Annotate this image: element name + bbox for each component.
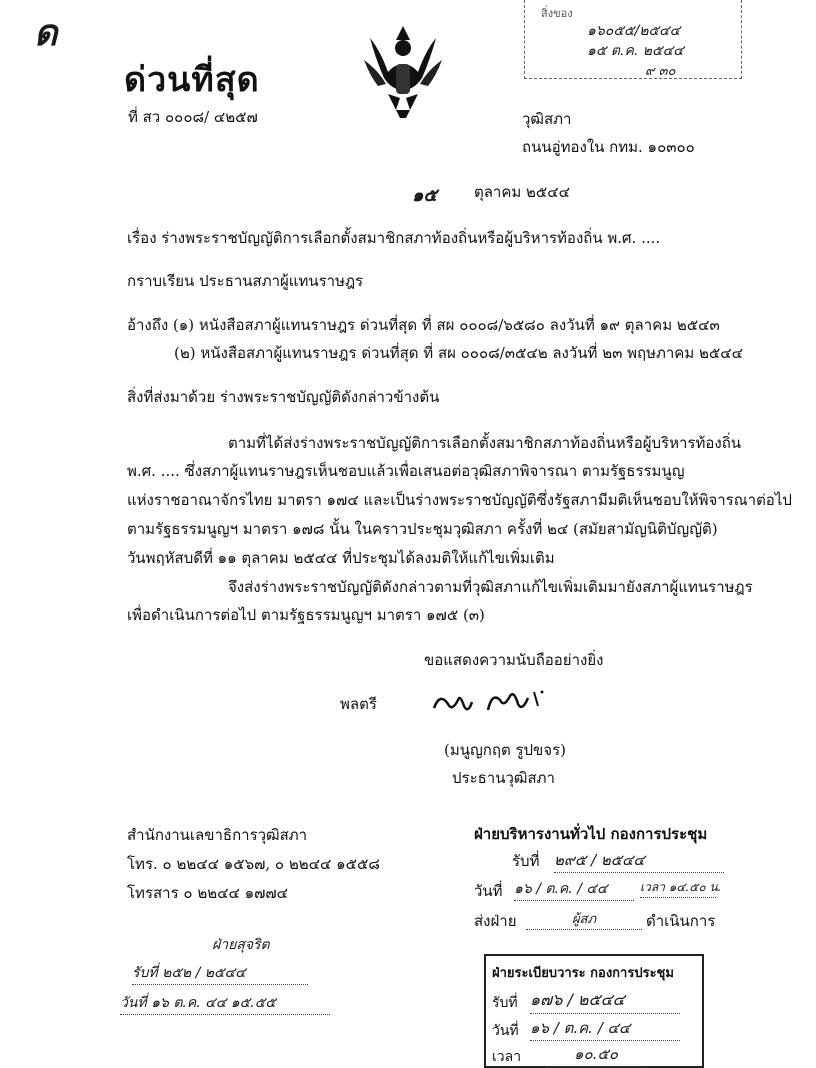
body-line-1: ตามที่ได้ส่งร่างพระราชบัญญัติการเลือกตั้งสมาชิกสภาท้องถิ่นหรือผู้บริหารท้องถิ่น — [228, 434, 742, 452]
sender-address: ถนนอู่ทองใน กทม. ๑๐๓๐๐ — [522, 138, 695, 156]
body-line-7: เพื่อดำเนินการต่อไป ตามรัฐธรรมนูญฯ มาตรา ๑๗๕ (๓) — [127, 606, 485, 624]
body-line-4: ตามรัฐธรรมนูญฯ มาตรา ๑๗๘ นั้น ในคราวประชุมวุฒิสภา ครั้งที่ ๒๔ (สมัยสามัญนิติบัญญัติ) — [127, 520, 718, 538]
receipt-stamp-line1: สิ่งของ — [541, 7, 573, 20]
body-line-5: วันพฤหัสบดีที่ ๑๑ ตุลาคม ๒๕๔๔ ที่ประชุมได้ลงมติให้แก้ไขเพิ่มเติม — [127, 549, 555, 567]
stamp-agenda — [484, 954, 704, 1068]
stamp-agenda-value-2: ๑๖ / ต.ค. / ๔๔ — [530, 1016, 680, 1041]
body-line-3: แห่งราชอาณาจักรไทย มาตรา ๑๗๔ และเป็นร่างพระราชบัญญัติซึ่งรัฐสภามีมติเห็นชอบให้พิจารณาต่อไป — [127, 491, 792, 509]
garuda-emblem-icon — [360, 20, 446, 120]
date-day: ๑๕ — [412, 185, 438, 206]
sender-org: วุฒิสภา — [522, 110, 572, 128]
stamp-meeting-value-1: ๒๙๕ / ๒๕๔๔ — [554, 848, 724, 873]
stamp-agenda-label-1: รับที่ — [492, 995, 518, 1011]
stamp-bottom-left-line-1: รับที่ ๒๕๒ / ๒๕๔๔ — [132, 962, 308, 985]
stamp-meeting-division — [474, 818, 774, 934]
stamp-meeting-value-2: ๑๖ / ต.ค. / ๔๔ — [514, 878, 634, 901]
handwritten-signature-icon — [430, 682, 550, 722]
footer-office-name: สำนักงานเลขาธิการวุฒิสภา — [127, 826, 308, 844]
subject-line: เรื่อง ร่างพระราชบัญญัติการเลือกตั้งสมาชิกสภาท้องถิ่นหรือผู้บริหารท้องถิ่น พ.ศ. .... — [127, 229, 661, 247]
receipt-stamp-time: ๙ ๓๐ — [645, 64, 676, 79]
stamp-bottom-left-heading: ฝ่ายสุจริต — [212, 937, 270, 953]
stamp-meeting-title: ฝ่ายบริหารงานทั่วไป กองการประชุม — [474, 825, 708, 843]
stamp-agenda-value-3: ๑๐.๕๐ — [546, 1042, 646, 1067]
reference-number: ที่ สว ๐๐๐๘/ ๔๒๕๗ — [128, 108, 258, 126]
stamp-meeting-label-1: รับที่ — [512, 852, 540, 870]
stamp-agenda-value-1: ๑๗๖ / ๒๕๔๔ — [530, 988, 680, 1014]
date-month-year: ตุลาคม ๒๕๔๔ — [474, 183, 570, 201]
signer-name: (มนูญกฤต รูปขจร) — [444, 741, 566, 759]
stamp-agenda-label-3: เวลา — [492, 1049, 522, 1065]
stamp-agenda-title: ฝ่ายระเบียบวาระ กองการประชุม — [492, 966, 674, 981]
stamp-meeting-suffix: ดำเนินการ — [646, 912, 716, 930]
stamp-meeting-label-2: วันที่ — [474, 882, 503, 900]
receipt-stamp-top — [524, 0, 742, 79]
body-line-2: พ.ศ. .... ซึ่งสภาผู้แทนราษฎรเห็นชอบแล้วเพื่อเสนอต่อวุฒิสภาพิจารณา ตามรัฐธรรมนูญ — [127, 462, 685, 480]
reference-line-2: (๒) หนังสือสภาผู้แทนราษฎร ด่วนที่สุด ที่ สผ ๐๐๐๘/๓๕๔๒ ลงวันที่ ๒๓ พฤษภาคม ๒๕๔๔ — [174, 344, 743, 362]
closing-line: ขอแสดงความนับถืออย่างยิ่ง — [424, 651, 604, 669]
stamp-meeting-time: เวลา ๑๔.๕๐ น. — [640, 878, 716, 898]
corner-handwritten-mark: ด — [34, 13, 58, 54]
footer-office-fax: โทรสาร ๐ ๒๒๔๔ ๑๗๗๔ — [127, 884, 289, 902]
signer-rank: พลตรี — [340, 695, 377, 713]
stamp-meeting-label-3: ส่งฝ่าย — [474, 912, 517, 930]
stamp-bottom-left-line-2: วันที่ ๑๖ ต.ค. ๔๔ ๑๕.๕๕ — [120, 992, 330, 1015]
stamp-meeting-value-3: ผู้สภ — [526, 908, 642, 930]
signer-title: ประธานวุฒิสภา — [452, 769, 555, 787]
enclosure-line: สิ่งที่ส่งมาด้วย ร่างพระราชบัญญัติดังกล่าวข้างต้น — [127, 388, 440, 406]
receipt-stamp-date: ๑๕ ต.ค. ๒๕๔๔ — [587, 43, 684, 59]
urgency-heading: ด่วนที่สุด — [124, 60, 260, 100]
reference-line-1: อ้างถึง (๑) หนังสือสภาผู้แทนราษฎร ด่วนที่สุด ที่ สผ ๐๐๐๘/๖๕๘๐ ลงวันที่ ๑๙ ตุลาคม ๒๕๔๓ — [127, 316, 720, 334]
body-line-6: จึงส่งร่างพระราชบัญญัติดังกล่าวตามที่วุฒิสภาแก้ไขเพิ่มเติมมายังสภาผู้แทนราษฎร — [228, 578, 753, 596]
footer-office-tel: โทร. ๐ ๒๒๔๔ ๑๕๖๗, ๐ ๒๒๔๔ ๑๕๕๘ — [127, 855, 380, 873]
addressee-line: กราบเรียน ประธานสภาผู้แทนราษฎร — [127, 272, 364, 290]
receipt-stamp-number: ๑๖๐๕๕/๒๕๔๔ — [587, 23, 681, 39]
stamp-agenda-label-2: วันที่ — [492, 1023, 519, 1039]
